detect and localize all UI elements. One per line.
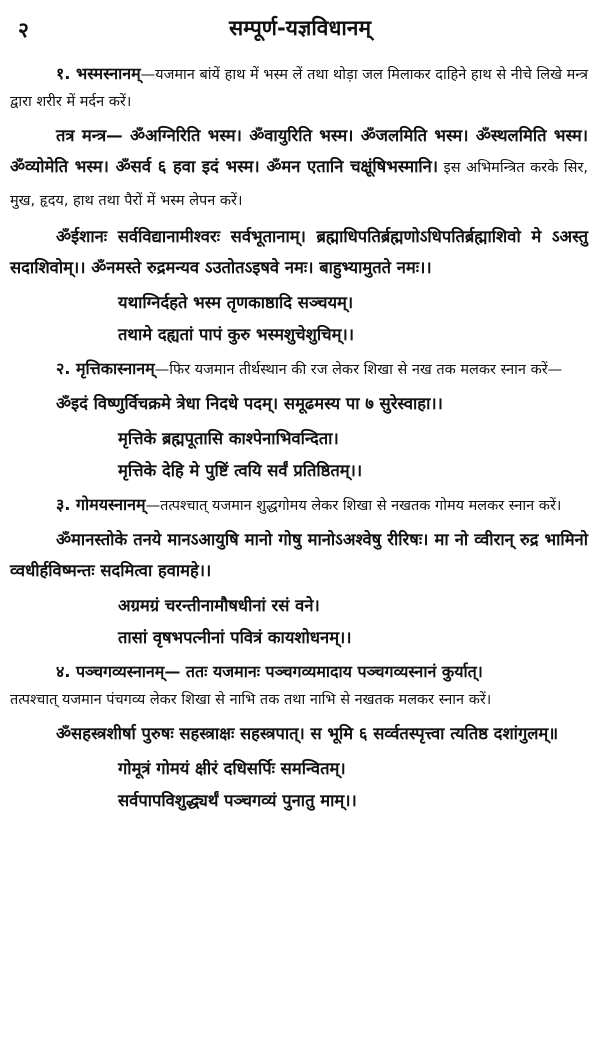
section-heading: १. भस्मस्नानम्: [56, 64, 141, 83]
section-mrittika-snanam: [10, 355, 588, 384]
section-heading: ४. पञ्चगव्यस्नानम्: [56, 662, 165, 681]
verse-line: तासां वृषभपत्नीनां पवित्रं कायशोधनम्।।: [118, 628, 352, 647]
section-heading: २. मृत्तिकास्नानम्: [56, 359, 155, 378]
verse-line: तथामे दह्यतां पापं कुरु भस्मशुचेशुचिम्।।: [118, 325, 354, 344]
section-instruction: —यजमान बांयें हाथ में भस्म लें तथा थोड़ा जल मिलाकर दाहिने हाथ से नीचे लिखे मन्त्र द्वारा शरीर में मर्दन करें।: [10, 67, 589, 110]
mantra-block: ॐईशानः सर्वविद्यानामीश्वरः सर्वभूतानाम्। ब्रह्माधिपतिर्ब्रह्मणोऽधिपतिर्ब्रह्माशिवो मे ऽअस्तु सदाशिवोम्।। ॐनमस्ते रुद्रमन्यव ऽउतोतऽइषवे नमः। बाहुभ्यामुतते नमः।।: [10, 227, 588, 277]
page-header: [10, 14, 590, 48]
verse-line: मृत्तिके देहि मे पुष्टिं त्वयि सर्वं प्रतिष्ठितम्।।: [118, 461, 363, 480]
page-number: २: [18, 18, 29, 42]
section-instruction: —तत्पश्चात् यजमान शुद्धगोमय लेकर शिखा से नखतक गोमय मलकर स्नान करें।: [145, 498, 562, 514]
mantra-block: ॐमानस्तोके तनये मानऽआयुषि मानो गोषु मानोऽअश्वेषु रीरिषः। मा नो व्वीरान् रुद्र भामिनो व्वधीर्हविष्मन्तः सदमित्वा हवामहे।।: [10, 530, 588, 580]
section-bhasma-snanam: [10, 60, 588, 116]
verse-line: गोमूत्रं गोमयं क्षीरं दधिसर्पिः समन्वितम्।: [118, 759, 346, 778]
section-panchagavya-snanam: [10, 658, 588, 687]
mantra-text: तत्र मन्त्र— ॐअग्निरिति भस्म। ॐवायुरिति भस्म। ॐजलमिति भस्म। ॐस्थलमिति भस्म। ॐव्योमेति भस्म। ॐसर्व ६ हवा इदं भस्म। ॐमन एतानि चक्षूंषिभस्मानि।: [10, 126, 588, 176]
verse-line: अग्रमग्रं चरन्तीनामौषधीनां रसं वने।: [118, 596, 320, 615]
section-instruction: —फिर यजमान तीर्थस्थान की रज लेकर शिखा से नख तक मलकर स्नान करें—: [154, 362, 563, 378]
section-heading: ३. गोमयस्नानम्: [56, 495, 146, 514]
page-title: सम्पूर्ण-यज्ञविधानम्: [228, 16, 372, 40]
section-instruction-sanskrit: — ततः यजमानः पञ्चगव्यमादाय पञ्चगव्यस्नानं कुर्यात्।: [164, 662, 483, 681]
verse-line: यथाग्निर्दहते भस्म तृणकाष्ठादि सञ्चयम्।: [118, 293, 354, 312]
verse-line: सर्वपापविशुद्ध्यर्थं पञ्चगव्यं पुनातु माम्।।: [118, 791, 357, 810]
section-instruction-hindi: तत्पश्चात् यजमान पंचगव्य लेकर शिखा से नाभि तक तथा नाभि से नखतक मलकर स्नान करें।: [10, 692, 492, 708]
section-gomaya-snanam: [10, 491, 588, 520]
mantra-block: ॐसहस्त्रशीर्षा पुरुषः सहस्त्राक्षः सहस्त्रपात्। स भूमि ६ सर्व्वतस्पृत्त्वा त्यतिष्ठ दशांगुलम्॥: [56, 724, 559, 743]
verse-line: मृत्तिके ब्रह्मपूतासि काश्पेनाभिवन्दिता।: [118, 429, 339, 448]
page-body: [10, 60, 588, 821]
mantra-instruction: इस अभिमन्त्रित करके सिर, मुख, हृदय, हाथ तथा पैरों में भस्म लेपन करें।: [10, 160, 588, 209]
mantra-block: ॐइदं विष्णुर्विचक्रमे त्रेधा निदधे पदम्। समूढमस्य पा ७ सुरेस्वाहा।।: [56, 394, 443, 413]
mantra-block: [10, 120, 588, 217]
